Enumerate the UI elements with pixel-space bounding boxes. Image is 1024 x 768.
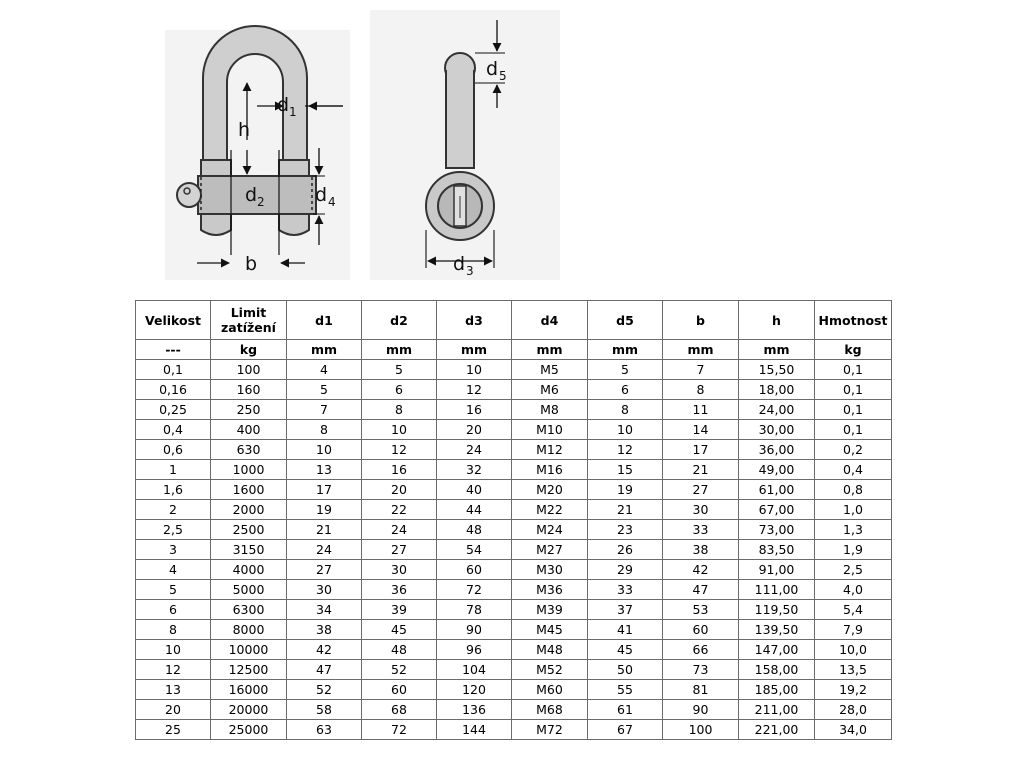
table-cell: 42	[287, 640, 362, 660]
table-row	[136, 620, 892, 640]
unit-cell: mm	[739, 340, 815, 360]
table-row	[136, 700, 892, 720]
table-cell: 100	[663, 720, 739, 740]
table-cell: 52	[287, 680, 362, 700]
table-cell: 20000	[211, 700, 287, 720]
table-cell: M39	[512, 600, 588, 620]
table-cell: 34,0	[815, 720, 892, 740]
table-cell: 8000	[211, 620, 287, 640]
table-cell: 37	[588, 600, 663, 620]
unit-cell: kg	[815, 340, 892, 360]
table-cell: 38	[287, 620, 362, 640]
table-cell: M27	[512, 540, 588, 560]
table-cell: 22	[362, 500, 437, 520]
table-cell: 185,00	[739, 680, 815, 700]
table-cell: 211,00	[739, 700, 815, 720]
table-row	[136, 580, 892, 600]
table-cell: 20	[437, 420, 512, 440]
svg-text:5: 5	[499, 69, 507, 83]
table-cell: 10	[437, 360, 512, 380]
label-d1: d	[277, 94, 290, 116]
table-cell: 0,4	[815, 460, 892, 480]
table-cell: 90	[663, 700, 739, 720]
table-cell: 0,1	[815, 380, 892, 400]
table-cell: M20	[512, 480, 588, 500]
table-row	[136, 440, 892, 460]
table-cell: 73	[663, 660, 739, 680]
table-cell: 0,4	[136, 420, 211, 440]
table-cell: 5000	[211, 580, 287, 600]
table-cell: 5	[362, 360, 437, 380]
table-cell: 36	[362, 580, 437, 600]
table-cell: 2,5	[136, 520, 211, 540]
table-cell: 15	[588, 460, 663, 480]
table-cell: 13,5	[815, 660, 892, 680]
header-d3: d3	[437, 301, 512, 340]
table-cell: 40	[437, 480, 512, 500]
header-d5: d5	[588, 301, 663, 340]
shackle-side-view	[370, 0, 560, 290]
table-cell: 20	[136, 700, 211, 720]
table-cell: 0,1	[815, 420, 892, 440]
table-cell: 0,1	[136, 360, 211, 380]
label-d2: d	[245, 184, 258, 206]
table-cell: 250	[211, 400, 287, 420]
table-cell: 24	[287, 540, 362, 560]
table-cell: 4,0	[815, 580, 892, 600]
table-cell: 104	[437, 660, 512, 680]
svg-text:3: 3	[466, 264, 474, 278]
label-b: b	[245, 253, 258, 275]
table-cell: 8	[362, 400, 437, 420]
table-cell: 33	[588, 580, 663, 600]
table-cell: M30	[512, 560, 588, 580]
table-cell: 5,4	[815, 600, 892, 620]
table-cell: 1,3	[815, 520, 892, 540]
table-cell: 45	[588, 640, 663, 660]
table-cell: 61,00	[739, 480, 815, 500]
table-cell: 144	[437, 720, 512, 740]
table-cell: 4000	[211, 560, 287, 580]
table-row	[136, 480, 892, 500]
table-cell: M48	[512, 640, 588, 660]
table-cell: 10	[588, 420, 663, 440]
table-cell: 39	[362, 600, 437, 620]
table-cell: 14	[663, 420, 739, 440]
table-cell: 8	[136, 620, 211, 640]
table-cell: 33	[663, 520, 739, 540]
table-cell: 7	[663, 360, 739, 380]
unit-cell: kg	[211, 340, 287, 360]
table-row	[136, 420, 892, 440]
table-cell: 60	[663, 620, 739, 640]
table-cell: 400	[211, 420, 287, 440]
table-cell: 34	[287, 600, 362, 620]
table-cell: 45	[362, 620, 437, 640]
table-cell: 30	[287, 580, 362, 600]
table-cell: 66	[663, 640, 739, 660]
table-cell: M24	[512, 520, 588, 540]
table-row	[136, 360, 892, 380]
table-row	[136, 460, 892, 480]
table-cell: 1,6	[136, 480, 211, 500]
table-cell: 96	[437, 640, 512, 660]
table-cell: 5	[136, 580, 211, 600]
unit-cell: mm	[512, 340, 588, 360]
table-cell: 41	[588, 620, 663, 640]
table-cell: M12	[512, 440, 588, 460]
table-cell: 61	[588, 700, 663, 720]
label-d4: d	[315, 184, 328, 206]
table-cell: 24	[437, 440, 512, 460]
table-cell: 49,00	[739, 460, 815, 480]
table-cell: 10	[362, 420, 437, 440]
table-cell: 23	[588, 520, 663, 540]
table-cell: 160	[211, 380, 287, 400]
table-cell: 100	[211, 360, 287, 380]
table-cell: 10,0	[815, 640, 892, 660]
table-cell: 30	[663, 500, 739, 520]
table-cell: 0,6	[136, 440, 211, 460]
table-cell: 13	[136, 680, 211, 700]
table-cell: 24	[362, 520, 437, 540]
unit-cell: mm	[588, 340, 663, 360]
table-cell: 1,9	[815, 540, 892, 560]
table-cell: 47	[663, 580, 739, 600]
table-cell: 2000	[211, 500, 287, 520]
table-cell: 17	[287, 480, 362, 500]
table-cell: 24,00	[739, 400, 815, 420]
table-cell: 19	[588, 480, 663, 500]
svg-text:4: 4	[328, 195, 336, 209]
header-velikost: Velikost	[136, 301, 211, 340]
table-cell: 27	[287, 560, 362, 580]
table-cell: 55	[588, 680, 663, 700]
table-cell: 58	[287, 700, 362, 720]
table-cell: 30,00	[739, 420, 815, 440]
table-cell: 3	[136, 540, 211, 560]
table-cell: 221,00	[739, 720, 815, 740]
table-row	[136, 500, 892, 520]
header-row	[136, 301, 892, 340]
table-cell: 17	[663, 440, 739, 460]
table-cell: 25	[136, 720, 211, 740]
table-cell: 63	[287, 720, 362, 740]
table-cell: 12	[136, 660, 211, 680]
table-cell: 12	[362, 440, 437, 460]
table-row	[136, 400, 892, 420]
table-cell: 27	[362, 540, 437, 560]
table-cell: M60	[512, 680, 588, 700]
table-cell: 68	[362, 700, 437, 720]
table-cell: 60	[362, 680, 437, 700]
table-cell: 2500	[211, 520, 287, 540]
table-cell: M16	[512, 460, 588, 480]
table-cell: 3150	[211, 540, 287, 560]
table-cell: 7,9	[815, 620, 892, 640]
table-cell: 0,25	[136, 400, 211, 420]
table-cell: 0,2	[815, 440, 892, 460]
table-row	[136, 680, 892, 700]
table-cell: 2	[136, 500, 211, 520]
table-cell: 158,00	[739, 660, 815, 680]
header-h: h	[739, 301, 815, 340]
header-limit-zatizeni: Limit zatížení	[211, 301, 287, 340]
table-cell: 8	[588, 400, 663, 420]
table-cell: 21	[287, 520, 362, 540]
table-cell: 30	[362, 560, 437, 580]
svg-text:1: 1	[289, 105, 297, 119]
table-row	[136, 640, 892, 660]
header-hmotnost: Hmotnost	[815, 301, 892, 340]
table-cell: 26	[588, 540, 663, 560]
header-d1: d1	[287, 301, 362, 340]
table-cell: 6300	[211, 600, 287, 620]
table-cell: 120	[437, 680, 512, 700]
table-cell: 1600	[211, 480, 287, 500]
table-cell: 29	[588, 560, 663, 580]
table-cell: 5	[588, 360, 663, 380]
table-cell: 53	[663, 600, 739, 620]
table-cell: 36,00	[739, 440, 815, 460]
table-cell: 5	[287, 380, 362, 400]
table-row	[136, 720, 892, 740]
table-cell: 16000	[211, 680, 287, 700]
table-cell: 12	[588, 440, 663, 460]
table-cell: 90	[437, 620, 512, 640]
header-d2: d2	[362, 301, 437, 340]
table-row	[136, 560, 892, 580]
table-cell: 630	[211, 440, 287, 460]
table-cell: 19,2	[815, 680, 892, 700]
table-cell: M10	[512, 420, 588, 440]
unit-cell: ---	[136, 340, 211, 360]
table-cell: 0,1	[815, 360, 892, 380]
table-cell: 11	[663, 400, 739, 420]
table-cell: 38	[663, 540, 739, 560]
table-cell: 91,00	[739, 560, 815, 580]
table-row	[136, 520, 892, 540]
table-cell: M45	[512, 620, 588, 640]
shackle-front-view	[165, 0, 350, 290]
table-cell: 16	[437, 400, 512, 420]
table-cell: 48	[437, 520, 512, 540]
svg-text:2: 2	[257, 195, 265, 209]
table-cell: 12	[437, 380, 512, 400]
table-cell: 16	[362, 460, 437, 480]
table-cell: 111,00	[739, 580, 815, 600]
table-cell: 8	[663, 380, 739, 400]
table-cell: 0,16	[136, 380, 211, 400]
table-cell: 7	[287, 400, 362, 420]
table-cell: 72	[362, 720, 437, 740]
table-cell: 20	[362, 480, 437, 500]
unit-cell: mm	[663, 340, 739, 360]
table-cell: M5	[512, 360, 588, 380]
table-cell: 8	[287, 420, 362, 440]
table-cell: 0,1	[815, 400, 892, 420]
table-row	[136, 540, 892, 560]
table-cell: M68	[512, 700, 588, 720]
table-cell: 12500	[211, 660, 287, 680]
table-cell: 1,0	[815, 500, 892, 520]
table-cell: 147,00	[739, 640, 815, 660]
table-cell: 67	[588, 720, 663, 740]
table-cell: M22	[512, 500, 588, 520]
table-cell: 44	[437, 500, 512, 520]
table-cell: 18,00	[739, 380, 815, 400]
table-cell: 6	[588, 380, 663, 400]
table-row	[136, 600, 892, 620]
units-row	[136, 340, 892, 360]
unit-cell: mm	[362, 340, 437, 360]
header-d4: d4	[512, 301, 588, 340]
table-cell: 60	[437, 560, 512, 580]
table-cell: 83,50	[739, 540, 815, 560]
table-cell: 19	[287, 500, 362, 520]
table-cell: 54	[437, 540, 512, 560]
table-cell: 81	[663, 680, 739, 700]
table-cell: 21	[588, 500, 663, 520]
table-cell: 1000	[211, 460, 287, 480]
table-cell: 67,00	[739, 500, 815, 520]
table-cell: 6	[136, 600, 211, 620]
label-d3: d	[453, 253, 466, 275]
table-cell: M52	[512, 660, 588, 680]
table-row	[136, 380, 892, 400]
header-b: b	[663, 301, 739, 340]
unit-cell: mm	[287, 340, 362, 360]
table-cell: M8	[512, 400, 588, 420]
table-cell: 13	[287, 460, 362, 480]
table-cell: M72	[512, 720, 588, 740]
table-cell: 4	[136, 560, 211, 580]
table-row	[136, 660, 892, 680]
table-cell: 47	[287, 660, 362, 680]
table-cell: 32	[437, 460, 512, 480]
table-cell: 1	[136, 460, 211, 480]
table-cell: 10	[287, 440, 362, 460]
table-cell: 15,50	[739, 360, 815, 380]
table-cell: 73,00	[739, 520, 815, 540]
table-cell: 10	[136, 640, 211, 660]
unit-cell: mm	[437, 340, 512, 360]
table-cell: 0,8	[815, 480, 892, 500]
specification-table	[135, 300, 892, 740]
table-cell: 4	[287, 360, 362, 380]
table-cell: 48	[362, 640, 437, 660]
table-cell: 10000	[211, 640, 287, 660]
table-cell: 139,50	[739, 620, 815, 640]
table-cell: 42	[663, 560, 739, 580]
table-cell: 50	[588, 660, 663, 680]
table-cell: 119,50	[739, 600, 815, 620]
table-cell: 2,5	[815, 560, 892, 580]
label-h: h	[238, 119, 251, 141]
table-cell: 27	[663, 480, 739, 500]
table-cell: M6	[512, 380, 588, 400]
table-cell: 28,0	[815, 700, 892, 720]
table-cell: 72	[437, 580, 512, 600]
table-cell: 136	[437, 700, 512, 720]
table-cell: M36	[512, 580, 588, 600]
table-cell: 78	[437, 600, 512, 620]
table-cell: 21	[663, 460, 739, 480]
label-d5: d	[486, 58, 499, 80]
table-cell: 6	[362, 380, 437, 400]
table-cell: 52	[362, 660, 437, 680]
table-cell: 25000	[211, 720, 287, 740]
